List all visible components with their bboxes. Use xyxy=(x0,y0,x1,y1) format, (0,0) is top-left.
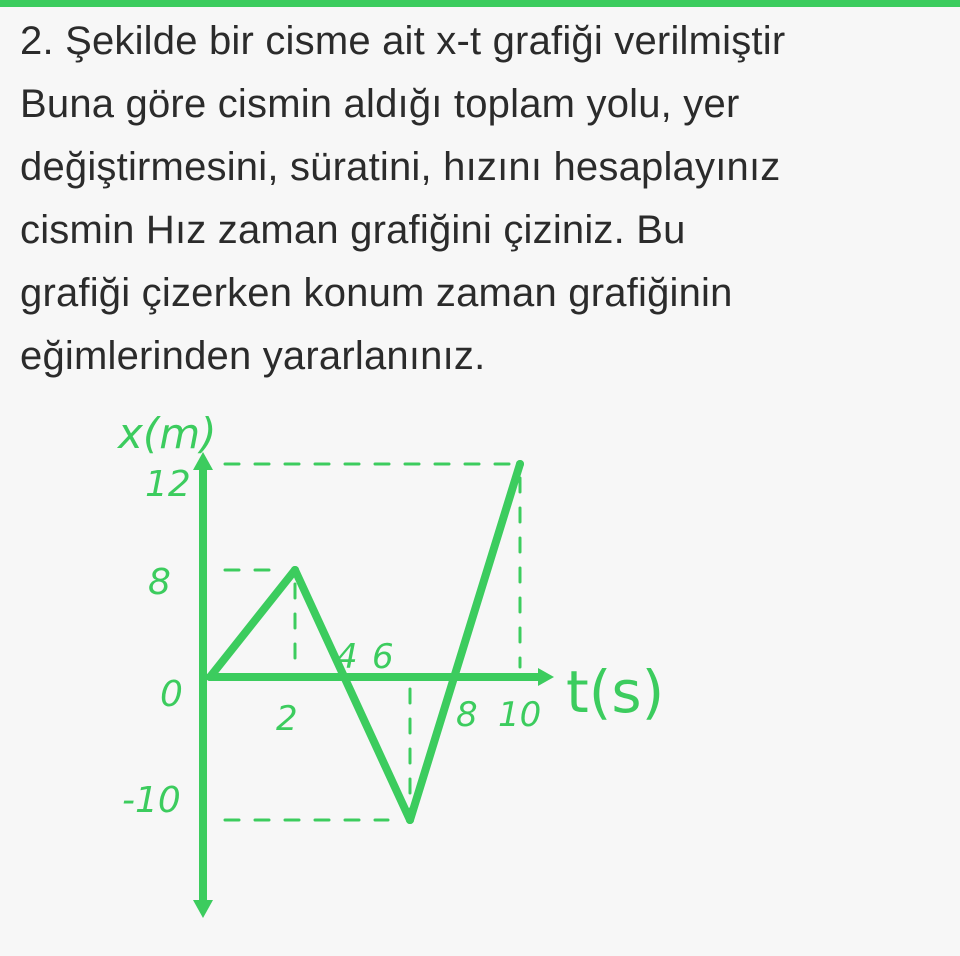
x-tick-label: 4 xyxy=(336,637,358,677)
question-text xyxy=(20,10,940,388)
y-tick-label: 8 xyxy=(148,562,171,603)
question-line-2: Buna göre cismin aldığı toplam yolu, yer xyxy=(20,82,740,126)
x-tick-label: 2 xyxy=(276,699,298,739)
question-line-6: eğimlerinden yararlanınız. xyxy=(20,334,486,378)
series-segment xyxy=(295,570,410,820)
data-point xyxy=(406,816,414,824)
x-tick-label: 10 xyxy=(498,695,542,735)
y-axis-title: x(m) xyxy=(118,409,217,458)
x-axis-arrow xyxy=(538,668,554,686)
data-point xyxy=(206,673,214,681)
question-line-3: değiştirmesini, süratini, hızını hesaplayınız xyxy=(20,145,781,189)
accent-top-bar xyxy=(0,0,960,7)
data-point xyxy=(291,566,299,574)
question-line-1: 2. Şekilde bir cisme ait x-t grafiği verilmiştir xyxy=(20,19,786,63)
x-tick-label: 8 xyxy=(456,695,478,735)
y-tick-label: 12 xyxy=(145,464,191,505)
x-axis-title: t(s) xyxy=(566,658,665,726)
series-segment xyxy=(410,464,520,820)
axis-labels xyxy=(116,409,664,821)
question-line-5: grafiği çizerken konum zaman grafiğinin xyxy=(20,271,733,315)
y-tick-label: -10 xyxy=(122,780,181,821)
x-tick-label: 6 xyxy=(372,637,394,677)
y-tick-label: 0 xyxy=(160,674,183,715)
series-layer xyxy=(206,460,524,824)
data-point xyxy=(516,460,524,468)
question-line-4: cismin Hız zaman grafiğini çiziniz. Bu xyxy=(20,208,686,252)
series-segment xyxy=(210,570,295,677)
position-time-graph xyxy=(0,380,960,956)
y-axis-arrow-down xyxy=(193,900,213,918)
